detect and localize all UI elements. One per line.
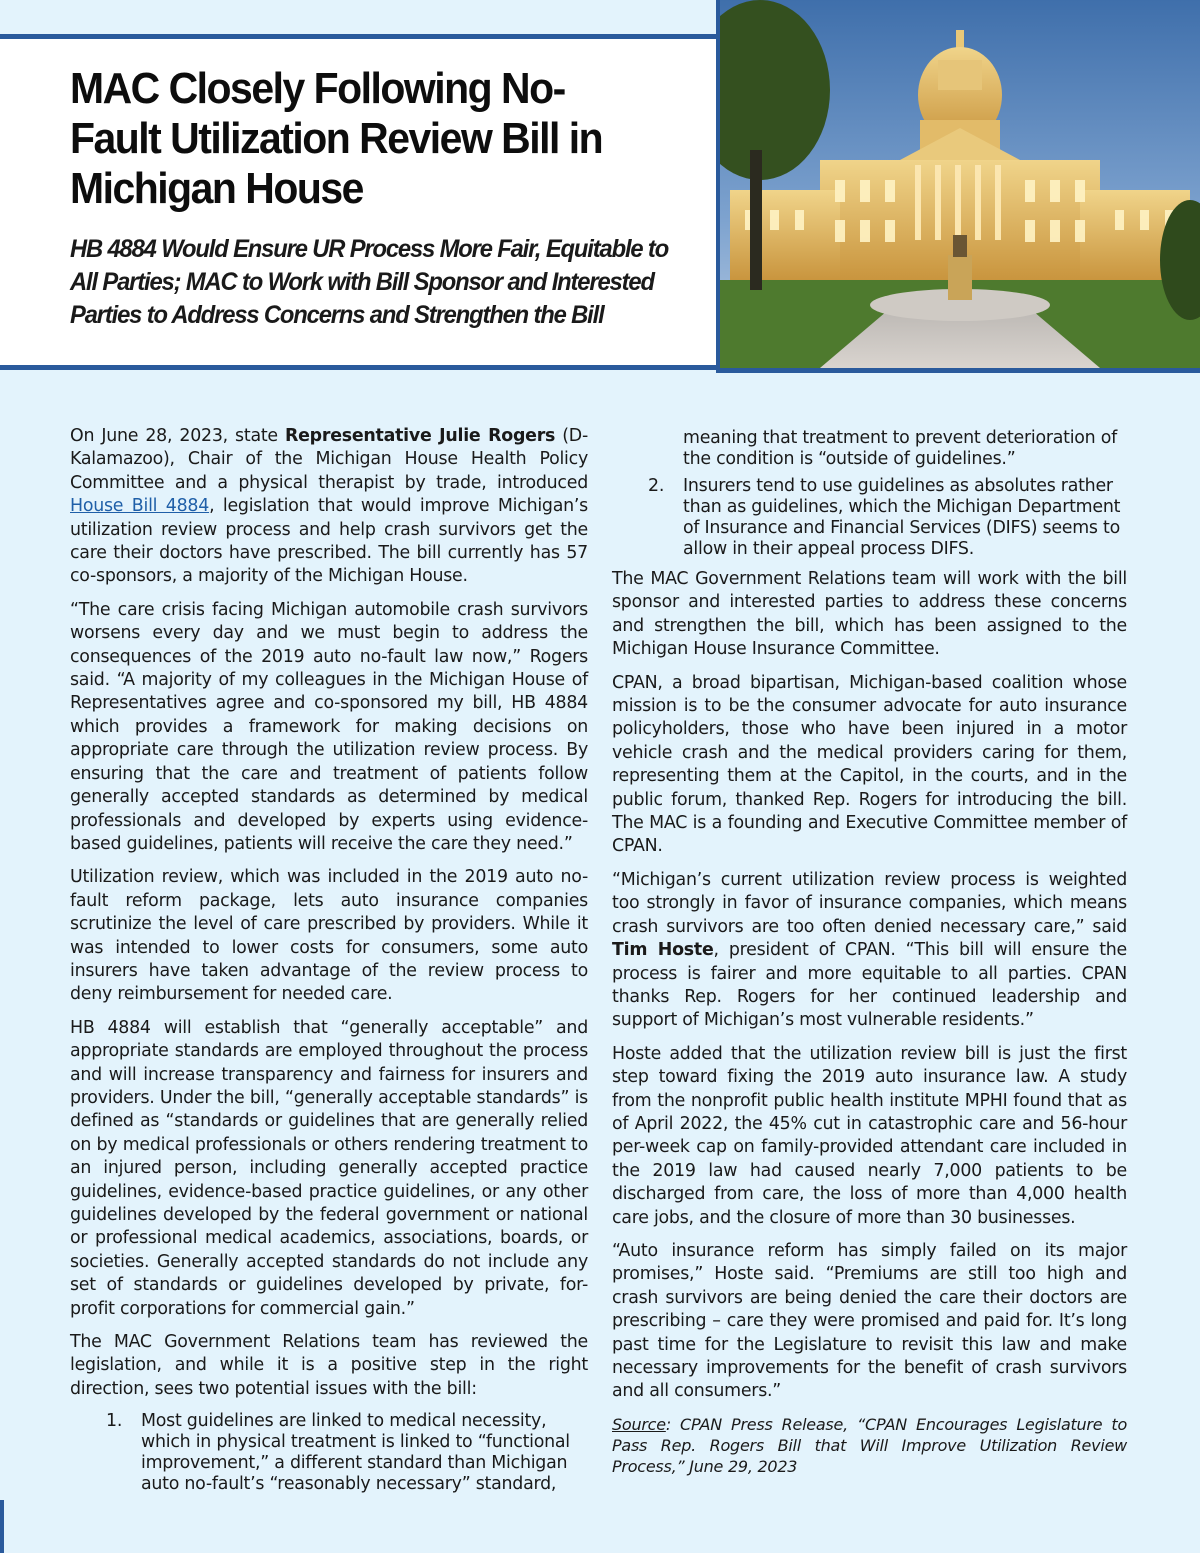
right-column	[612, 428, 1127, 1487]
rep-name: Representative Julie Rogers	[285, 426, 556, 446]
paragraph: The MAC Government Relations team will work with the bill sponsor and interested parties to address these concerns and strengthen the bill, which has been assigned to the Michigan House Insurance Committee.	[612, 569, 1127, 660]
list-item-continued: meaning that treatment to prevent deterioration of the condition is “outside of guidelines.”	[683, 428, 1117, 469]
paragraph: Hoste added that the utilization review bill is just the first step toward fixing the 2019 auto insurance law. A study from the nonprofit public health institute MPHI found that as of April 2022, the 45% cut in catastrophic care and 56-hour per-week cap on family-provided attendant care included in the 2019 law had caused nearly 7,000 patients to be discharged from care, the loss of more than 4,000 health care jobs, and the closure of more than 30 businesses.	[612, 1043, 1127, 1228]
issues-list-continued	[612, 476, 1127, 560]
left-column	[70, 425, 588, 1503]
list-item: 1. Most guidelines are linked to medical necessity, which in physical treatment is linked to “functional improvement,” a different standard than Michigan auto no-fault’s “reasonably necessary” standard,	[106, 1411, 570, 1495]
list-item: 2. Insurers tend to use guidelines as absolutes rather than as guidelines, which the Michigan Department of Insurance and Financial Services (DIFS) seems to allow in their appeal process DIFS.	[648, 476, 1121, 559]
paragraph: “Auto insurance reform has simply failed on its major promises,” Hoste said. “Premiums are still too high and crash survivors are being denied the care their doctors are prescribing – care they were promised and paid for. It’s long past time for the Legislature to revisit this law and make necessary improvements for the benefit of crash survivors and all consumers.”	[612, 1240, 1127, 1402]
paragraph: On June 28, 2023, state Representative Julie Rogers (D-Kalamazoo), Chair of the Michigan House Health Policy Committee and a physical therapist by trade, introduced House Bill 4884, legislation that would improve Michigan’s utilization review process and help crash survivors get the care their doctors have prescribed. The bill currently has 57 co-sponsors, a majority of the Michigan House.	[70, 426, 588, 587]
issues-list	[70, 1411, 588, 1495]
paragraph: “Michigan’s current utilization review process is weighted too strongly in favor of insurance companies, which means crash survivors are too often denied necessary care,” said Tim Hoste, president of CPAN. “This bill will ensure the process is fairer and more equitable to all parties. CPAN thanks Rep. Rogers for her continued leadership and support of Michigan’s most vulnerable residents.”	[612, 869, 1127, 1031]
header-rule	[716, 368, 1200, 373]
page-edge-marker	[0, 1500, 4, 1553]
list-number: 2.	[648, 476, 665, 496]
list-number: 1.	[106, 1411, 123, 1432]
page-subtitle: HB 4884 Would Ensure UR Process More Fair, Equitable to All Parties; MAC to Work with Bill Sponsor and Interested Parties to Address Concerns and Strengthen the Bill	[70, 235, 669, 329]
capitol-photo	[716, 0, 1200, 368]
source-citation: Source: CPAN Press Release, “CPAN Encourages Legislature to Pass Rep. Rogers Bill that Will Improve Utilization Review Process,” June 29, 2023	[612, 1414, 1127, 1476]
house-bill-link[interactable]: House Bill 4884	[70, 496, 210, 517]
paragraph: CPAN, a broad bipartisan, Michigan-based coalition whose mission is to be the consumer advocate for auto insurance policyholders, those who have been injured in a motor vehicle crash and the medical providers caring for them, representing them at the Capitol, in the courts, and in the public forum, thanked Rep. Rogers for introducing the bill. The MAC is a founding and Executive Committee member of CPAN.	[612, 672, 1127, 857]
paragraph: Utilization review, which was included in the 2019 auto no-fault reform package, lets auto insurance companies scrutinize the level of care prescribed by providers. While it was intended to lower costs for consumers, some auto insurers have taken advantage of the review process to deny reimbursement for needed care.	[70, 867, 588, 1005]
paragraph: The MAC Government Relations team has reviewed the legislation, and while it is a positive step in the right direction, sees two potential issues with the bill:	[70, 1332, 588, 1399]
paragraph: HB 4884 will establish that “generally acceptable” and appropriate standards are employed throughout the process and will increase transparency and fairness for insurers and providers. Under the bill, “generally acceptable standards” is defined as “standards or guidelines that are generally relied on by medical professionals or others rendering treatment to an injured person, including generally accepted practice guidelines, evidence-based practice guidelines, or any other guidelines developed by the federal government or national or professional medical academics, associations, boards, or societies. Generally accepted standards do not include any set of standards or guidelines developed by private, for-profit corporations for commercial gain.”	[70, 1017, 588, 1319]
page-title: MAC Closely Following No-Fault Utilization Review Bill in Michigan House	[70, 64, 603, 213]
paragraph: “The care crisis facing Michigan automobile crash survivors worsens every day and we must begin to address the consequences of the 2019 auto no-fault law now,” Rogers said. “A majority of my colleagues in the Michigan House of Representatives agree and co-sponsored my bill, HB 4884 which provides a framework for making decisions on appropriate care through the utilization review process. By ensuring that the care and treatment of patients follow generally accepted standards as determined by medical professionals and developed by experts using evidence-based guidelines, patients will receive the care they need.”	[70, 599, 588, 854]
source-label: Source	[612, 1414, 666, 1434]
cpan-president-name: Tim Hoste	[612, 940, 714, 961]
